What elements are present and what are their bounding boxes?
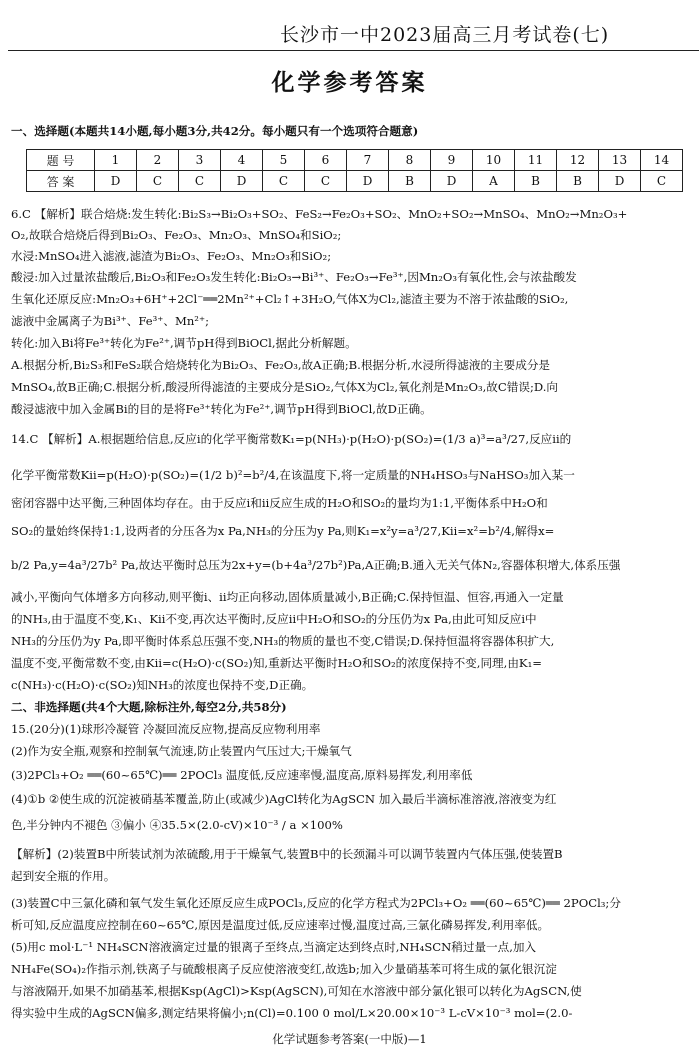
answer-cell: C bbox=[179, 171, 221, 192]
q14-line: 的NH₃,由于温度不变,K₁、Kⅱ不变,再次达平衡时,反应ⅱ中H₂O和SO₂的分压仍为x Pa,由此可知反应ⅰ中 bbox=[11, 612, 537, 626]
q15-line: (2)作为安全瓶,观察和控制氧气流速,防止装置内气压过大;干燥氧气 bbox=[11, 744, 352, 758]
answer-table-number-row bbox=[27, 150, 683, 171]
q14-line: NH₃的分压仍为y Pa,即平衡时体系总压强不变,NH₃的物质的量也不变,C错误;D.保持恒温将容器体积扩大, bbox=[11, 634, 555, 648]
q6-line: 滤液中金属离子为Bi³⁺、Fe³⁺、Mn²⁺; bbox=[11, 314, 209, 328]
section1-heading: 一、选择题(本题共14小题,每小题3分,共42分。每小题只有一个选项符合题意) bbox=[11, 124, 419, 138]
answer-cell: D bbox=[221, 171, 263, 192]
q6-line: 转化:加入Bi将Fe³⁺转化为Fe²⁺,调节pH得到BiOCl,据此分析解题。 bbox=[11, 336, 357, 350]
q6-line: MnSO₄,故B正确;C.根据分析,酸浸所得滤渣的主要成分是SiO₂,气体X为Cl₂,氧化剂是Mn₂O₃,故C错误;D.向 bbox=[11, 380, 559, 394]
q6-line: 酸浸滤液中加入金属Bi的目的是将Fe³⁺转化为Fe²⁺,调节pH得到BiOCl,故D正确。 bbox=[11, 402, 432, 416]
q15-line: (5)用c mol·L⁻¹ NH₄SCN溶液滴定过量的银离子至终点,当滴定达到终点时,NH₄SCN稍过量一点,加入 bbox=[11, 940, 537, 954]
answer-cell: C bbox=[137, 171, 179, 192]
page-footer: 化学试题参考答案(一中版)—1 bbox=[272, 1032, 427, 1046]
question-number: 14 bbox=[641, 150, 683, 171]
question-number: 7 bbox=[347, 150, 389, 171]
question-number: 12 bbox=[557, 150, 599, 171]
q14-line: 化学平衡常数Kⅱ=p(H₂O)·p(SO₂)=(1/2 b)²=b²/4,在该温度下,将一定质量的NH₄HSO₃与NaHSO₃加入某一 bbox=[11, 468, 575, 482]
section2-heading: 二、非选择题(共4个大题,除标注外,每空2分,共58分) bbox=[11, 700, 287, 714]
q15-line: 起到安全瓶的作用。 bbox=[11, 869, 116, 883]
q14-line: 14.C 【解析】A.根据题给信息,反应ⅰ的化学平衡常数K₁=p(NH₃)·p(H₂O)·p(SO₂)=(1/3 a)³=a³/27,反应ⅱ的 bbox=[11, 432, 572, 446]
q6-line: 6.C 【解析】联合焙烧:发生转化:Bi₂S₃→Bi₂O₃+SO₂、FeS₂→Fe₂O₃+SO₂、MnO₂+SO₂→MnSO₄、MnO₂→Mn₂O₃+ bbox=[11, 207, 628, 221]
answer-cell: D bbox=[95, 171, 137, 192]
question-number: 13 bbox=[599, 150, 641, 171]
q14-line: 温度不变,平衡常数不变,由Kⅱ=c(H₂O)·c(SO₂)知,重新达平衡时H₂O和SO₂的浓度保持不变,同理,由K₁= bbox=[11, 656, 542, 670]
answer-cell: D bbox=[347, 171, 389, 192]
question-number: 11 bbox=[515, 150, 557, 171]
answer-table-row2-label: 答 案 bbox=[27, 171, 95, 192]
q15-line: 与溶液隔开,如果不加硝基苯,根据Ksp(AgCl)>Ksp(AgSCN),可知在水溶液中部分氯化银可以转化为AgSCN,使 bbox=[11, 984, 582, 998]
q6-line: 水浸:MnSO₄进入滤液,滤渣为Bi₂O₃、Fe₂O₃、Mn₂O₃和SiO₂; bbox=[11, 249, 332, 263]
q6-line: 酸浸:加入过量浓盐酸后,Bi₂O₃和Fe₂O₃发生转化:Bi₂O₃→Bi³⁺、Fe₂O₃→Fe³⁺,因Mn₂O₃有氧化性,会与浓盐酸发 bbox=[11, 270, 577, 284]
header-rule bbox=[8, 50, 699, 51]
q15-line: 【解析】(2)装置B中所装试剂为浓硫酸,用于干燥氧气,装置B中的长颈漏斗可以调节装置内气体压强,使装置B bbox=[11, 847, 563, 861]
q15-line: NH₄Fe(SO₄)₂作指示剂,铁离子与硫酸根离子反应使溶液变红,故选b;加入少量硝基苯可将生成的氯化银沉淀 bbox=[11, 962, 557, 976]
q14-line: b/2 Pa,y=4a³/27b² Pa,故达平衡时总压为2x+y=(b+4a³/27b²)Pa,A正确;B.通入无关气体N₂,容器体积增大,体系压强 bbox=[11, 558, 621, 572]
question-number: 1 bbox=[95, 150, 137, 171]
question-number: 4 bbox=[221, 150, 263, 171]
question-number: 9 bbox=[431, 150, 473, 171]
question-number: 10 bbox=[473, 150, 515, 171]
q15-line: (3)装置C中三氯化磷和氧气发生氧化还原反应生成POCl₃,反应的化学方程式为2PCl₃+O₂ ══(60~65℃)══ 2POCl₃;分 bbox=[11, 896, 621, 910]
answer-cell: B bbox=[515, 171, 557, 192]
question-number: 3 bbox=[179, 150, 221, 171]
answer-cell: B bbox=[557, 171, 599, 192]
answer-cell: B bbox=[389, 171, 431, 192]
question-number: 2 bbox=[137, 150, 179, 171]
q15-line: 15.(20分)(1)球形冷凝管 冷凝回流反应物,提高反应物利用率 bbox=[11, 722, 321, 736]
answer-table-answer-row bbox=[27, 171, 683, 192]
answer-table-row1-label: 题 号 bbox=[27, 150, 95, 171]
answer-table bbox=[26, 149, 683, 192]
question-number: 6 bbox=[305, 150, 347, 171]
question-number: 5 bbox=[263, 150, 305, 171]
q15-line: 得实验中生成的AgSCN偏多,测定结果将偏小;n(Cl)=0.100 0 mol/L×20.00×10⁻³ L-cV×10⁻³ mol=(2.0- bbox=[11, 1006, 573, 1020]
answer-cell: C bbox=[305, 171, 347, 192]
q14-line: c(NH₃)·c(H₂O)·c(SO₂)知NH₃的浓度也保持不变,D正确。 bbox=[11, 678, 314, 692]
answer-cell: D bbox=[599, 171, 641, 192]
q14-line: 减小,平衡向气体增多方向移动,则平衡ⅰ、ⅱ均正向移动,固体质量减小,B正确;C.保持恒温、恒容,再通入一定量 bbox=[11, 590, 564, 604]
exam-header: 长沙市一中2023届高三月考试卷(七) bbox=[280, 24, 610, 46]
q6-line: O₂,故联合焙烧后得到Bi₂O₃、Fe₂O₃、Mn₂O₃、MnSO₄和SiO₂; bbox=[11, 228, 342, 242]
answer-cell: D bbox=[431, 171, 473, 192]
answer-cell: A bbox=[473, 171, 515, 192]
question-number: 8 bbox=[389, 150, 431, 171]
q15-line: (3)2PCl₃+O₂ ══(60~65℃)══ 2POCl₃ 温度低,反应速率慢,温度高,原料易挥发,利用率低 bbox=[11, 768, 473, 782]
q15-line: 色,半分钟内不褪色 ③偏小 ④35.5×(2.0-cV)×10⁻³ / a ×100% bbox=[11, 818, 343, 832]
q6-line: A.根据分析,Bi₂S₃和FeS₂联合焙烧转化为Bi₂O₃、Fe₂O₃,故A正确;B.根据分析,水浸所得滤液的主要成分是 bbox=[11, 358, 551, 372]
answer-cell: C bbox=[263, 171, 305, 192]
q6-line: 生氧化还原反应:Mn₂O₃+6H⁺+2Cl⁻══2Mn²⁺+Cl₂↑+3H₂O,气体X为Cl₂,滤渣主要为不溶于浓盐酸的SiO₂, bbox=[11, 292, 569, 306]
q15-line: 析可知,反应温度应控制在60~65℃,原因是温度过低,反应速率过慢,温度过高,三氯化磷易挥发,利用率低。 bbox=[11, 918, 550, 932]
q15-line: (4)①b ②使生成的沉淀被硝基苯覆盖,防止(或减少)AgCl转化为AgSCN 加入最后半滴标准溶液,溶液变为红 bbox=[11, 792, 557, 806]
q14-line: SO₂的量始终保持1:1,设两者的分压各为x Pa,NH₃的分压为y Pa,则K₁=x²y=a³/27,Kⅱ=x²=b²/4,解得x= bbox=[11, 524, 555, 538]
page-title: 化学参考答案 bbox=[271, 70, 428, 96]
q14-line: 密闭容器中达平衡,三种固体均存在。由于反应ⅰ和ⅱ反应生成的H₂O和SO₂的量均为1:1,平衡体系中H₂O和 bbox=[11, 496, 548, 510]
answer-cell: C bbox=[641, 171, 683, 192]
